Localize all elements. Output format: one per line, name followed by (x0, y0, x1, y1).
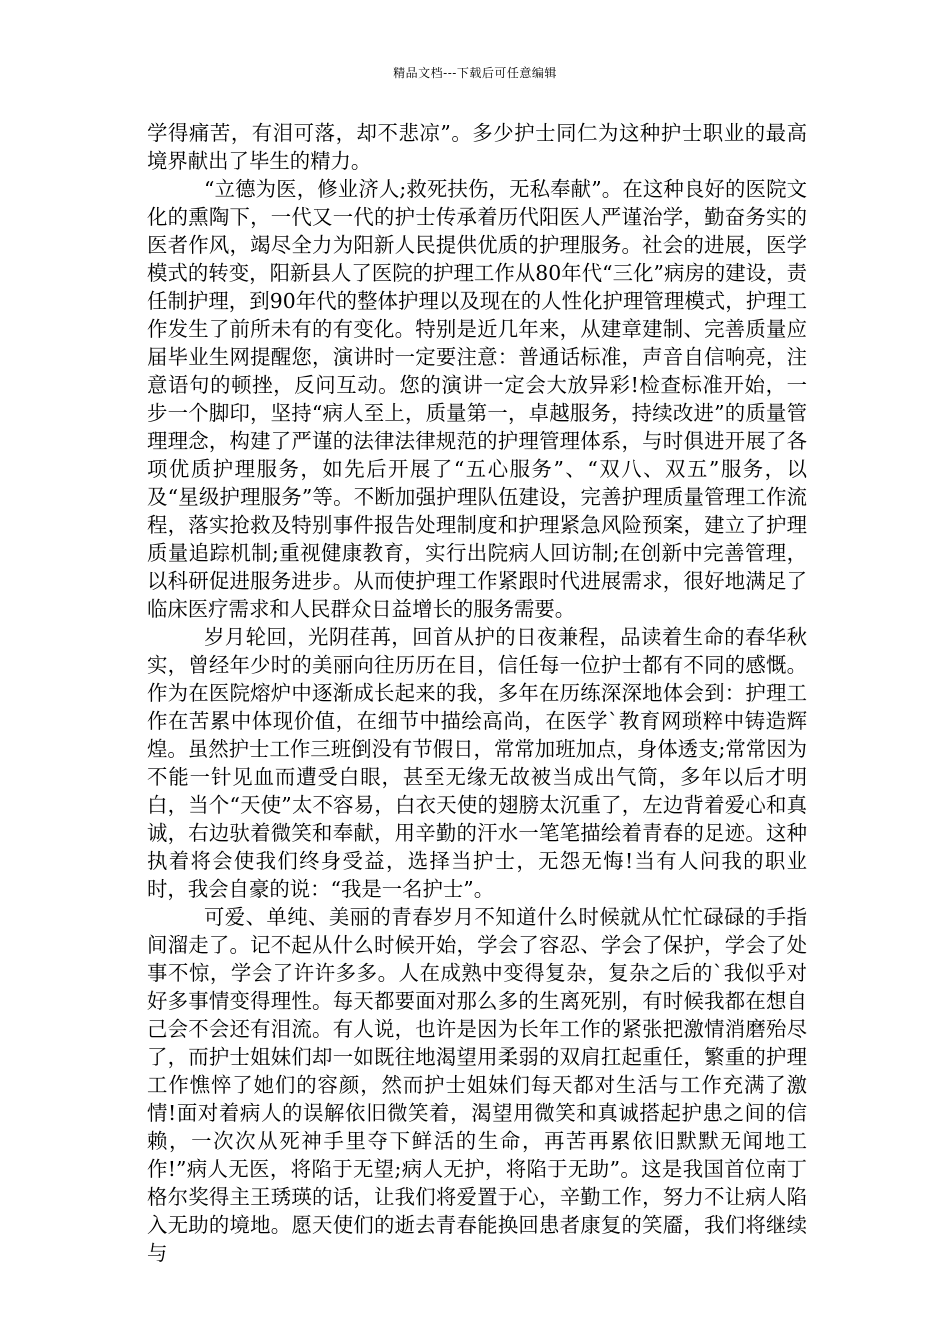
paragraph-4: 可爱、单纯、美丽的青春岁月不知道什么时候就从忙忙碌碌的手指间溜走了。记不起从什么时候开始，学会了容忍、学会了保护，学会了处事不惊，学会了许许多多。人在成熟中变得复杂，复杂之后的`我似乎对好多事情变得理性。每天都要面对那么多的生离死别，有时候我都在想自己会不会还有泪流。有人说，也许是因为长年工作的紧张把激情消磨殆尽了，而护士姐妹们却一如既往地渴望用柔弱的双肩扛起重任，繁重的护理工作憔悴了她们的容颜，然而护士姐妹们每天都对生活与工作充满了激情!面对着病人的误解依旧微笑着，渴望用微笑和真诚搭起护患之间的信赖，一次次从死神手里夺下鲜活的生命，再苦再累依旧默默无闻地工作!”病人无医，将陷于无望;病人无护，将陷于无助”。这是我国首位南丁格尔奖得主王琇瑛的话，让我们将爱置于心，辛勤工作，努力不让病人陷入无助的境地。愿天使们的逝去青春能换回患者康复的笑靥，我们将继续与 (147, 905, 807, 1265)
paragraph-2: “立德为医，修业济人;救死扶伤，无私奉献”。在这种良好的医院文化的熏陶下，一代又一代的护士传承着历代阳医人严谨治学，勤奋务实的医者作风，竭尽全力为阳新人民提供优质的护理服务。社会的进展，医学模式的转变，阳新县人了医院的护理工作从80年代“三化”病房的建设，责任制护理，到90年代的整体护理以及现在的人性化护理管理模式，护理工作发生了前所未有的有变化。特别是近几年来，从建章建制、完善质量应届毕业生网提醒您，演讲时一定要注意：普通话标准，声音自信响亮，注意语句的顿挫，反问互动。您的演讲一定会大放异彩!检查标准开始，一步一个脚印，坚持“病人至上，质量第一，卓越服务，持续改进”的质量管理理念，构建了严谨的法律法律规范的护理管理体系，与时俱进开展了各项优质护理服务，如先后开展了“五心服务”、“双八、双五”服务，以及“星级护理服务”等。不断加强护理队伍建设，完善护理质量管理工作流程，落实抢救及特别事件报告处理制度和护理紧急风险预案，建立了护理质量追踪机制;重视健康教育，实行出院病人回访制;在创新中完善管理，以科研促进服务进步。从而使护理工作紧跟时代进展需求，很好地满足了临床医疗需求和人民群众日益增长的服务需要。 (147, 177, 807, 621)
document-body (147, 119, 807, 1267)
paragraph-1: 学得痛苦，有泪可落，却不悲凉”。多少护士同仁为这种护士职业的最高境界献出了毕生的精力。 (147, 121, 807, 173)
page-header: 精品文档---下载后可任意编辑 (393, 66, 557, 80)
paragraph-3: 岁月轮回，光阴荏苒，回首从护的日夜兼程，品读着生命的春华秋实，曾经年少时的美丽向往历历在目，信任每一位护士都有不同的感慨。作为在医院熔炉中逐渐成长起来的我，多年在历练深深地体会到：护理工作在苦累中体现价值，在细节中描绘高尚，在医学`教育网琐粹中铸造辉煌。虽然护士工作三班倒没有节假日，常常加班加点，身体透支;常常因为不能一针见血而遭受白眼，甚至无缘无故被当成出气筒，多年以后才明白，当个“天使”太不容易，白衣天使的翅膀太沉重了，左边背着爱心和真诚，右边驮着微笑和奉献，用辛勤的汗水一笔笔描绘着青春的足迹。这种执着将会使我们终身受益，选择当护士，无怨无悔!当有人问我的职业时，我会自豪的说：“我是一名护士”。 (147, 625, 807, 901)
